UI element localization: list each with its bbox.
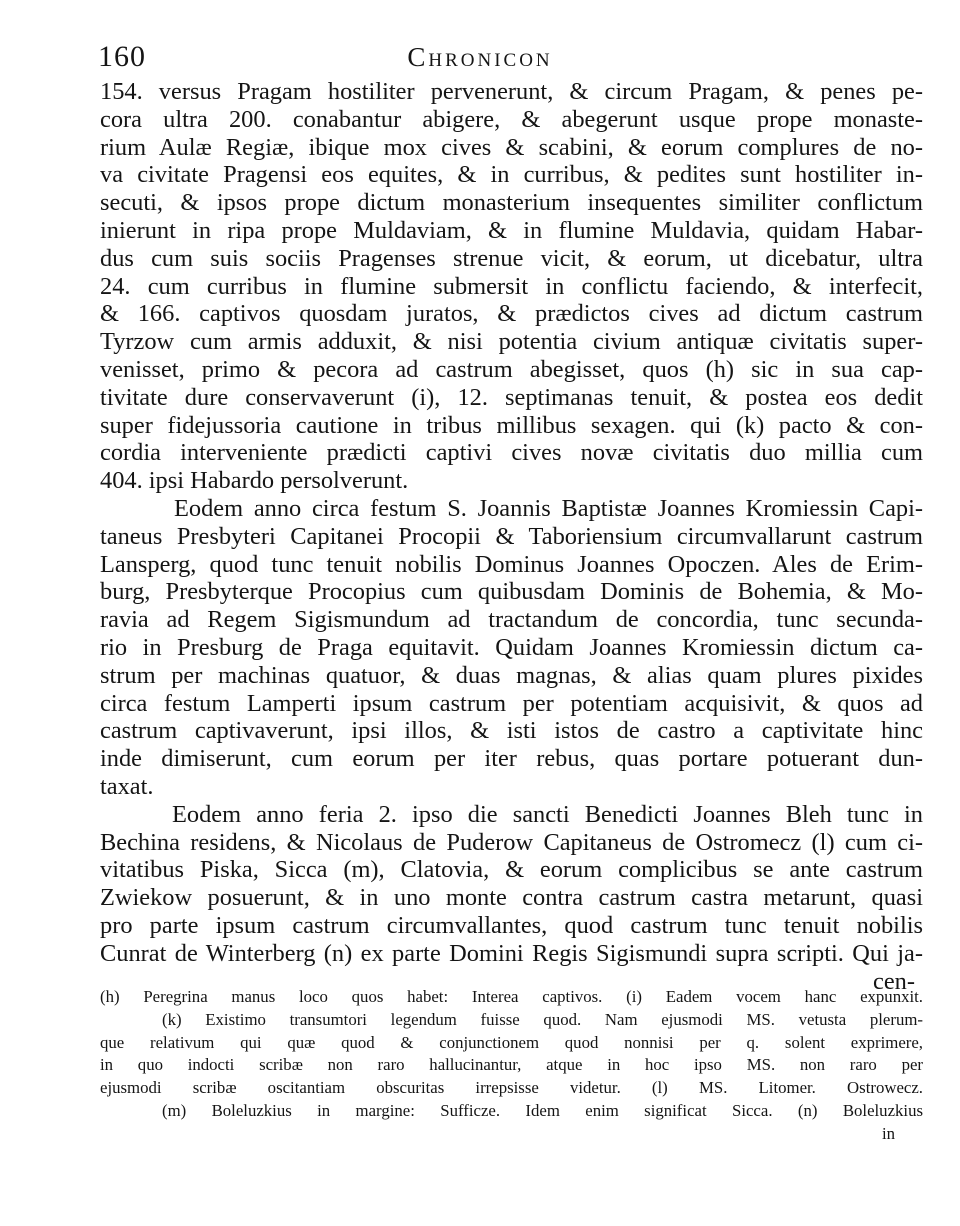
- text-line: circa festum Lamperti ipsum castrum per potentiam acquisivit, & quos ad: [100, 689, 923, 717]
- page-number: 160: [98, 40, 146, 73]
- text-line: & 166. captivos quosdam juratos, & prædictos cives ad dictum castrum: [100, 300, 923, 328]
- text-line: pro parte ipsum castrum circumvallantes, quod castrum tunc tenuit nobilis: [100, 911, 923, 939]
- main-text: [100, 78, 923, 995]
- running-title: Chronicon: [407, 42, 553, 72]
- text-line: Cunrat de Winterberg (n) ex parte Domini Regis Sigismundi supra scripti. Qui ja-: [100, 939, 923, 967]
- text-line: 154. versus Pragam hostiliter pervenerunt, & circum Pragam, & penes pe-: [100, 78, 923, 105]
- text-line: rium Aulæ Regiæ, ibique mox cives & scabini, & eorum complures de no-: [100, 133, 923, 161]
- text-line: castrum captivaverunt, ipsi illos, & isti istos de castro a captivitate hinc: [100, 717, 923, 745]
- text-line: ravia ad Regem Sigismundum ad tractandum de concordia, tunc secunda-: [100, 606, 923, 634]
- text-line: burg, Presbyterque Procopius cum quibusdam Dominis de Bohemia, & Mo-: [100, 578, 923, 606]
- footnote-line: in quo indocti scribæ non raro hallucinantur, atque in hoc ipso MS. non raro per: [100, 1055, 923, 1075]
- footnote-line: ejusmodi scribæ oscitantiam obscuritas irrepsisse videtur. (l) MS. Litomer. Ostrowecz.: [100, 1078, 923, 1098]
- text-line: super fidejussoria cautione in tribus millibus sexagen. qui (k) pacto & con-: [100, 411, 923, 439]
- footnote-line: (m) Boleluzkius in margine: Sufficze. Idem enim significat Sicca. (n) Boleluzkius: [162, 1100, 923, 1120]
- text-line: cordia interveniente prædicti captivi cives novæ civitatis duo millia cum: [100, 439, 923, 467]
- footnotes: [100, 986, 923, 1146]
- text-line: taxat.: [100, 772, 154, 800]
- text-line: tivitate dure conservaverunt (i), 12. septimanas tenuit, & postea eos dedit: [100, 383, 923, 411]
- text-line: taneus Presbyteri Capitanei Procopii & Taboriensium circumvallarunt castrum: [100, 522, 923, 550]
- paragraph-start: Eodem anno circa festum S. Joannis Baptistæ Joannes Kromiessin Capi-: [174, 494, 923, 522]
- text-line: venisset, primo & pecora ad castrum abegisset, quos (h) sic in sua cap-: [100, 355, 923, 383]
- text-line: inde dimiserunt, cum eorum per iter rebus, quas portare potuerant dun-: [100, 745, 923, 773]
- text-line: rio in Presburg de Praga equitavit. Quidam Joannes Kromiessin dictum ca-: [100, 633, 923, 661]
- footnote-line: que relativum qui quæ quod & conjunctionem quod nonnisi per q. solent exprimere,: [100, 1032, 923, 1052]
- footnote-catchword: in: [881, 1123, 895, 1143]
- text-line: inierunt in ripa prope Muldaviam, & in flumine Muldavia, quidam Habar-: [100, 216, 923, 244]
- text-line: 24. cum curribus in flumine submersit in conflictu faciendo, & interfecit,: [100, 272, 923, 300]
- text-line: vitatibus Piska, Sicca (m), Clatovia, & eorum complicibus se ante castrum: [100, 856, 923, 884]
- text-line: 404. ipsi Habardo persolverunt.: [100, 467, 409, 495]
- text-line: Lansperg, quod tunc tenuit nobilis Dominus Joannes Opoczen. Ales de Erim-: [100, 550, 923, 578]
- text-line: cora ultra 200. conabantur abigere, & abegerunt usque prope monaste-: [100, 105, 923, 133]
- catchword: cen-: [873, 967, 915, 995]
- footnote-line: (k) Existimo transumtori legendum fuisse quod. Nam ejusmodi MS. vetusta plerum-: [162, 1009, 923, 1029]
- text-line: Zwiekow posuerunt, & in uno monte contra castrum castra metarunt, quasi: [100, 884, 923, 912]
- paragraph-start: Eodem anno feria 2. ipso die sancti Benedicti Joannes Bleh tunc in: [172, 800, 923, 828]
- footnote-line: (h) Peregrina manus loco quos habet: Interea captivos. (i) Eadem vocem hanc expunxit.: [100, 987, 923, 1006]
- text-line: Bechina residens, & Nicolaus de Puderow Capitaneus de Ostromecz (l) cum ci-: [100, 828, 923, 856]
- text-line: secuti, & ipsos prope dictum monasterium insequentes similiter conflictum: [100, 189, 923, 217]
- text-line: va civitate Pragensi eos equites, & in curribus, & pedites sunt hostiliter in-: [100, 161, 923, 189]
- page-header: [0, 40, 960, 80]
- text-line: dus cum suis sociis Pragenses strenue vicit, & eorum, ut dicebatur, ultra: [100, 244, 923, 272]
- text-line: Tyrzow cum armis adduxit, & nisi potentia civium antiquæ civitatis super-: [100, 328, 923, 356]
- text-line: strum per machinas quatuor, & duas magnas, & alias quam plures pixides: [100, 661, 923, 689]
